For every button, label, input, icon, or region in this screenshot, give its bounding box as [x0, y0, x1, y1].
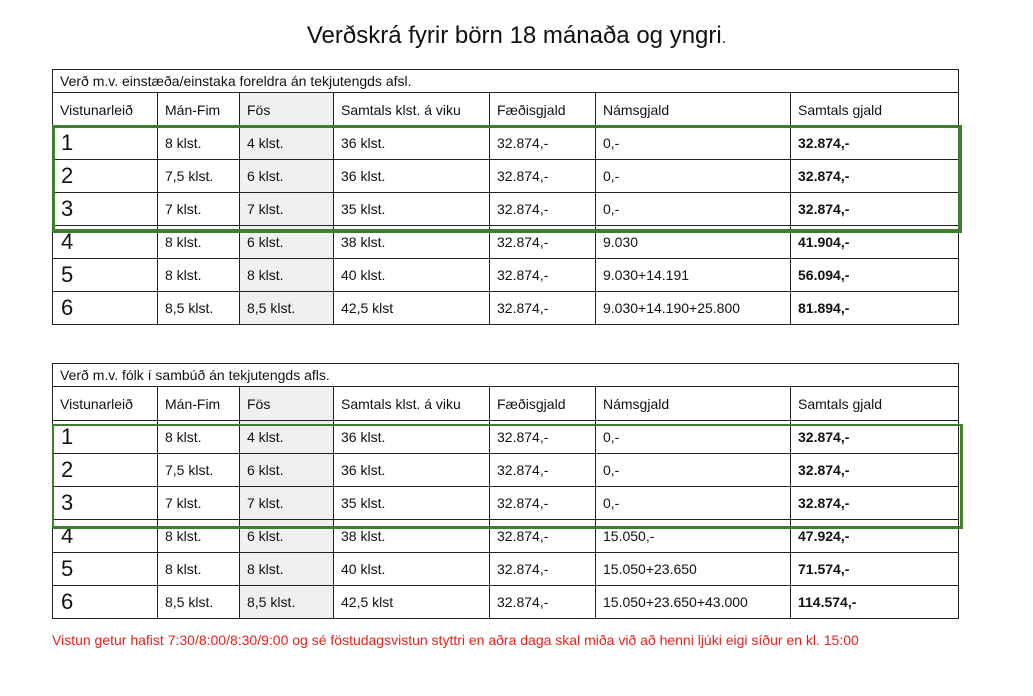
- cell-man-fim: 8,5 klst.: [158, 292, 240, 325]
- cell-samtals-klst: 42,5 klst: [334, 586, 490, 619]
- table-caption: Verð m.v. fólk í sambúð án tekjutengds afls.: [53, 364, 959, 387]
- cell-faedisgjald: 32.874,-: [490, 259, 596, 292]
- page-title-text: Verðskrá fyrir börn 18 mánaða og yngri: [306, 22, 722, 49]
- cell-samtals-gjald: 47.924,-: [791, 520, 959, 553]
- cell-faedisgjald: 32.874,-: [490, 520, 596, 553]
- cell-faedisgjald: 32.874,-: [490, 292, 596, 325]
- cell-fos: 8 klst.: [240, 259, 334, 292]
- price-table-cohabiting: [52, 363, 959, 619]
- cell-fos: 8,5 klst.: [240, 586, 334, 619]
- cell-fos: 8 klst.: [240, 553, 334, 586]
- cell-fos: 6 klst.: [240, 226, 334, 259]
- cell-faedisgjald: 32.874,-: [490, 553, 596, 586]
- cell-man-fim: 8 klst.: [158, 520, 240, 553]
- cell-namsgjald: 0,-: [596, 127, 791, 160]
- table-row: [53, 421, 959, 454]
- table-row: [53, 586, 959, 619]
- header-fos: Fös: [240, 387, 334, 421]
- cell-namsgjald: 0,-: [596, 160, 791, 193]
- header-man-fim: Mán-Fim: [158, 387, 240, 421]
- cell-samtals-gjald: 32.874,-: [791, 160, 959, 193]
- table-row: [53, 520, 959, 553]
- cell-faedisgjald: 32.874,-: [490, 160, 596, 193]
- header-faedisgjald: Fæðisgjald: [490, 387, 596, 421]
- header-samtals-gjald: Samtals gjald: [791, 93, 959, 127]
- cell-samtals-klst: 36 klst.: [334, 127, 490, 160]
- cell-fos: 7 klst.: [240, 487, 334, 520]
- table-row: [53, 487, 959, 520]
- header-namsgjald: Námsgjald: [596, 387, 791, 421]
- cell-faedisgjald: 32.874,-: [490, 193, 596, 226]
- cell-man-fim: 8 klst.: [158, 421, 240, 454]
- header-vistunarleid: Vistunarleið: [53, 93, 158, 127]
- cell-faedisgjald: 32.874,-: [490, 421, 596, 454]
- header-man-fim: Mán-Fim: [158, 93, 240, 127]
- cell-vistunarleid: 5: [53, 259, 158, 292]
- table-row: [53, 292, 959, 325]
- cell-fos: 4 klst.: [240, 421, 334, 454]
- table-caption: Verð m.v. einstæða/einstaka foreldra án tekjutengds afsl.: [53, 70, 959, 93]
- header-faedisgjald: Fæðisgjald: [490, 93, 596, 127]
- header-samtals-klst: Samtals klst. á viku: [334, 387, 490, 421]
- table-row: [53, 226, 959, 259]
- cell-fos: 6 klst.: [240, 520, 334, 553]
- cell-vistunarleid: 3: [53, 193, 158, 226]
- cell-vistunarleid: 4: [53, 226, 158, 259]
- cell-man-fim: 7,5 klst.: [158, 160, 240, 193]
- cell-samtals-klst: 40 klst.: [334, 259, 490, 292]
- table-row: [53, 193, 959, 226]
- cell-samtals-gjald: 41.904,-: [791, 226, 959, 259]
- cell-namsgjald: 0,-: [596, 487, 791, 520]
- cell-samtals-klst: 36 klst.: [334, 421, 490, 454]
- cell-vistunarleid: 2: [53, 454, 158, 487]
- cell-faedisgjald: 32.874,-: [490, 226, 596, 259]
- cell-samtals-gjald: 32.874,-: [791, 454, 959, 487]
- cell-vistunarleid: 1: [53, 127, 158, 160]
- cell-samtals-klst: 36 klst.: [334, 454, 490, 487]
- cell-faedisgjald: 32.874,-: [490, 127, 596, 160]
- header-samtals-gjald: Samtals gjald: [791, 387, 959, 421]
- cell-samtals-klst: 40 klst.: [334, 553, 490, 586]
- table-row: [53, 259, 959, 292]
- cell-vistunarleid: 3: [53, 487, 158, 520]
- cell-fos: 6 klst.: [240, 160, 334, 193]
- cell-fos: 4 klst.: [240, 127, 334, 160]
- cell-faedisgjald: 32.874,-: [490, 586, 596, 619]
- cell-namsgjald: 0,-: [596, 193, 791, 226]
- header-namsgjald: Námsgjald: [596, 93, 791, 127]
- cell-fos: 7 klst.: [240, 193, 334, 226]
- cell-samtals-gjald: 71.574,-: [791, 553, 959, 586]
- footnote: Vistun getur hafist 7:30/8:00/8:30/9:00 og sé föstudagsvistun styttri en aðra daga skal miða við að henni ljúki eigi síður en kl. 15:00: [52, 632, 859, 648]
- cell-vistunarleid: 6: [53, 292, 158, 325]
- header-samtals-klst: Samtals klst. á viku: [334, 93, 490, 127]
- cell-namsgjald: 0,-: [596, 421, 791, 454]
- cell-vistunarleid: 5: [53, 553, 158, 586]
- cell-man-fim: 7 klst.: [158, 193, 240, 226]
- header-fos: Fös: [240, 93, 334, 127]
- table-row: [53, 454, 959, 487]
- table-header-row: [53, 93, 959, 127]
- cell-samtals-gjald: 114.574,-: [791, 586, 959, 619]
- cell-fos: 8,5 klst.: [240, 292, 334, 325]
- table-row: [53, 127, 959, 160]
- cell-man-fim: 8 klst.: [158, 553, 240, 586]
- page-title: [0, 22, 1033, 50]
- cell-samtals-klst: 38 klst.: [334, 520, 490, 553]
- cell-man-fim: 8 klst.: [158, 226, 240, 259]
- table-header-row: [53, 387, 959, 421]
- cell-vistunarleid: 4: [53, 520, 158, 553]
- cell-namsgjald: 15.050+23.650: [596, 553, 791, 586]
- cell-faedisgjald: 32.874,-: [490, 487, 596, 520]
- cell-samtals-gjald: 32.874,-: [791, 193, 959, 226]
- price-table-single-parent: [52, 69, 959, 325]
- cell-man-fim: 7 klst.: [158, 487, 240, 520]
- cell-samtals-gjald: 32.874,-: [791, 127, 959, 160]
- cell-samtals-klst: 42,5 klst: [334, 292, 490, 325]
- table-row: [53, 160, 959, 193]
- cell-fos: 6 klst.: [240, 454, 334, 487]
- cell-man-fim: 8 klst.: [158, 259, 240, 292]
- cell-vistunarleid: 1: [53, 421, 158, 454]
- cell-namsgjald: 9.030: [596, 226, 791, 259]
- table-row: [53, 553, 959, 586]
- cell-samtals-gjald: 56.094,-: [791, 259, 959, 292]
- cell-samtals-klst: 36 klst.: [334, 160, 490, 193]
- cell-man-fim: 8 klst.: [158, 127, 240, 160]
- cell-man-fim: 8,5 klst.: [158, 586, 240, 619]
- cell-faedisgjald: 32.874,-: [490, 454, 596, 487]
- cell-vistunarleid: 6: [53, 586, 158, 619]
- cell-namsgjald: 9.030+14.191: [596, 259, 791, 292]
- cell-namsgjald: 15.050+23.650+43.000: [596, 586, 791, 619]
- cell-vistunarleid: 2: [53, 160, 158, 193]
- header-vistunarleid: Vistunarleið: [53, 387, 158, 421]
- cell-samtals-klst: 35 klst.: [334, 487, 490, 520]
- page-title-dot: .: [721, 30, 727, 47]
- cell-samtals-gjald: 32.874,-: [791, 487, 959, 520]
- cell-samtals-klst: 38 klst.: [334, 226, 490, 259]
- cell-namsgjald: 0,-: [596, 454, 791, 487]
- cell-namsgjald: 9.030+14.190+25.800: [596, 292, 791, 325]
- cell-samtals-gjald: 81.894,-: [791, 292, 959, 325]
- cell-man-fim: 7,5 klst.: [158, 454, 240, 487]
- cell-namsgjald: 15.050,-: [596, 520, 791, 553]
- cell-samtals-klst: 35 klst.: [334, 193, 490, 226]
- cell-samtals-gjald: 32.874,-: [791, 421, 959, 454]
